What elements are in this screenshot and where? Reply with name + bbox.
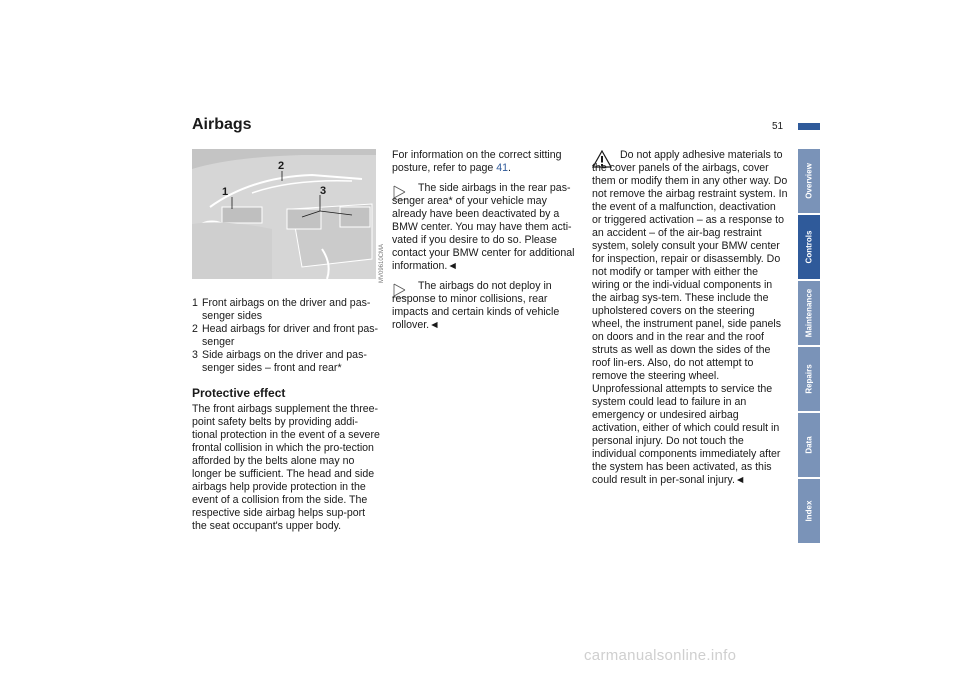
page-title: Airbags — [192, 116, 252, 133]
tab-maintenance[interactable] — [798, 281, 820, 345]
tab-label: Maintenance — [804, 288, 814, 338]
tab-index[interactable] — [798, 479, 820, 543]
legend-number: 1 — [192, 297, 198, 309]
posture-text: For information on the correct sitting posture, refer to page — [392, 149, 562, 174]
tab-label: Index — [804, 500, 814, 522]
legend-item — [192, 349, 382, 375]
tab-label: Controls — [804, 230, 814, 264]
tab-label: Repairs — [804, 364, 814, 394]
callout-2: 2 — [278, 160, 285, 172]
callout-1: 1 — [222, 186, 229, 198]
page-number: 51 — [772, 121, 784, 132]
tab-overview[interactable] — [798, 149, 820, 213]
tab-label: Data — [804, 436, 814, 454]
legend-text: Head airbags for driver and front pas-senger — [202, 323, 379, 348]
airbag-illustration — [192, 149, 376, 279]
figure-code: MV09610CMA — [379, 243, 385, 283]
tab-data[interactable] — [798, 413, 820, 477]
watermark: carmanualsonline.info — [584, 647, 737, 664]
page-number-bar — [798, 123, 820, 130]
legend-number: 3 — [192, 349, 198, 361]
tab-controls[interactable] — [798, 215, 820, 279]
figure-legend — [192, 297, 382, 375]
note-rear-airbags: The side airbags in the rear pas-senger area* of your vehicle may already have been deactivated by a BMW center. You may have them acti-vated if you desire to do so. Please contact your BMW center for additional information.◄ — [392, 182, 575, 272]
legend-text: Front airbags on the driver and pas-senger sides — [202, 297, 371, 322]
tab-repairs[interactable] — [798, 347, 820, 411]
warning-paragraph: Do not apply adhesive materials to the cover panels of the airbags, cover them or modify them in any other way. Do not remove the airbag restraint system. In the event of a malfunction, deactivation or triggered activation – as a response to an accident – of the air-bag restraint system, solely consult your BMW center for inspection, repair or disassembly. Do not modify or tamper with either the wiring or the indi-vidual components in the airbag sys-tem. These include the upholstered covers on the steering wheel, the instrument panel, side panels on doors and in the rear and the roof struts as well as down the sides of the roof lin-ers. Also, do not attempt to remove the steering wheel. Unprofessional attempts to service the system could lead to failure in an emergency or undesired airbag activation, either of which could result in personal injury. Do not touch the individual components immediately after the system has been activated, as this could result in per-sonal injury.◄ — [592, 149, 788, 486]
legend-item — [192, 323, 382, 349]
note-no-deploy: The airbags do not deploy in response to minor collisions, rear impacts and certain kinds of vehicle rollover.◄ — [392, 280, 560, 331]
legend-item — [192, 297, 382, 323]
car-interior-drawing — [192, 149, 376, 279]
page-link[interactable]: 41 — [496, 162, 509, 174]
section-body: The front airbags supplement the three-point safety belts by providing addi-tional protection in the event of a severe frontal collision in which the pro-tection afforded by the belts alone may no longer be sufficient. The head and side airbags help provide protection in the event of a collision from the side. The respective side airbag helps sup-port the seat occupant's upper body. — [192, 403, 380, 532]
tab-label: Overview — [804, 163, 814, 199]
posture-paragraph — [392, 149, 584, 175]
callout-3: 3 — [320, 185, 327, 197]
legend-text: Side airbags on the driver and pas-senger sides – front and rear* — [202, 349, 367, 374]
posture-end: . — [508, 162, 511, 174]
section-heading: Protective effect — [192, 386, 286, 400]
legend-number: 2 — [192, 323, 198, 335]
